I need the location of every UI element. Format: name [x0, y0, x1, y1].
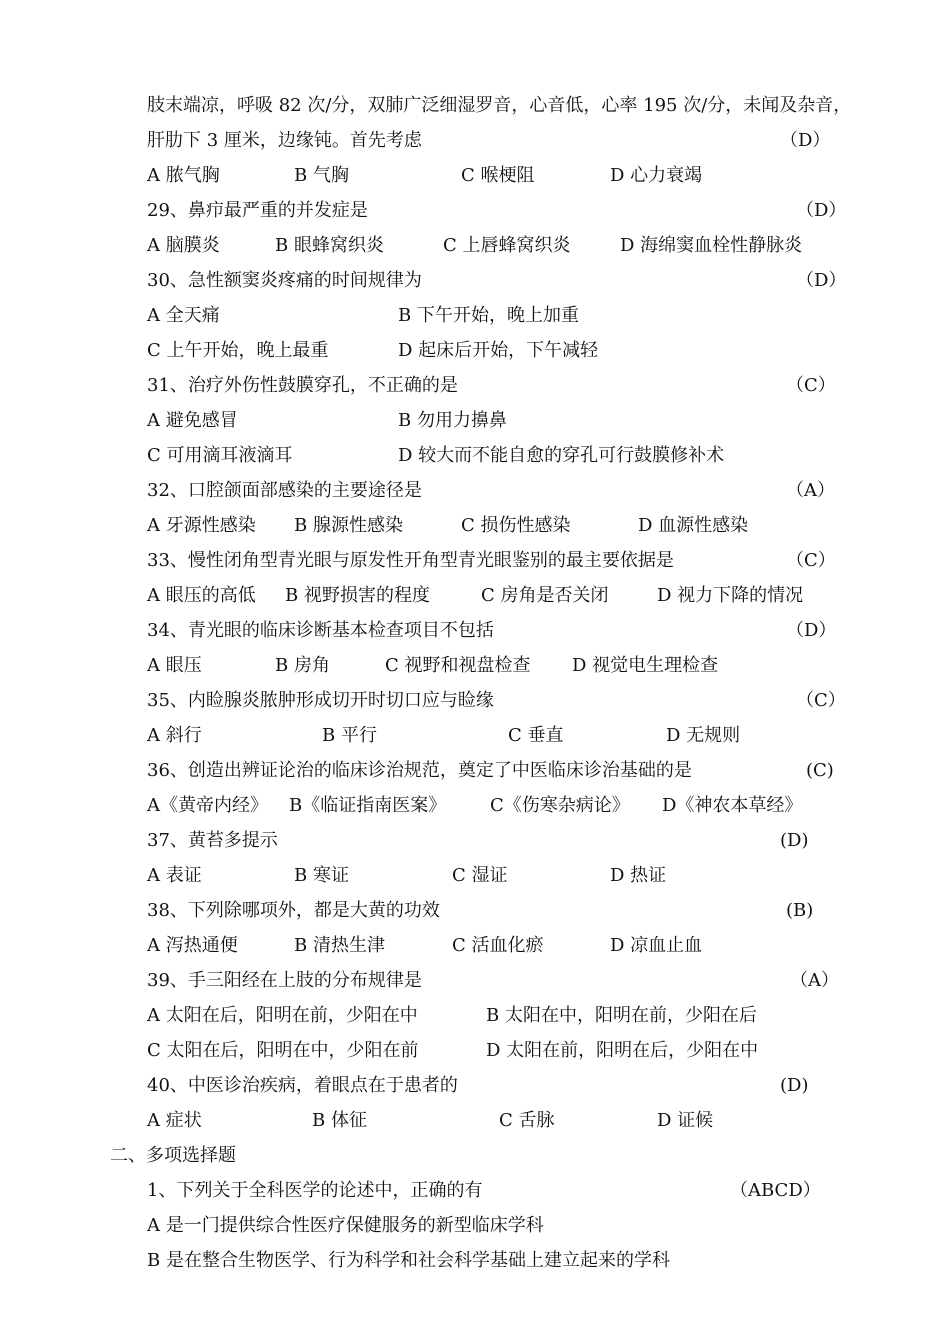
option-a: A 症状	[147, 1110, 202, 1131]
answer-key: （A）	[786, 480, 835, 501]
question-line	[0, 753, 950, 788]
option-d: D《神农本草经》	[662, 795, 803, 816]
options-line	[0, 718, 950, 753]
text: 肢末端凉，呼吸 82 次/分，双肺广泛细湿罗音，心音低，心率 195 次/分，未闻及杂音，	[147, 95, 852, 116]
answer-key: （D）	[780, 130, 831, 151]
option-a: A 是一门提供综合性医疗保健服务的新型临床学科	[147, 1215, 544, 1236]
option-a: A 全天痛	[147, 305, 220, 326]
option-c: C 视野和视盘检查	[385, 655, 531, 676]
option-d: D 海绵窦血栓性静脉炎	[620, 235, 803, 256]
option-c: C 喉梗阻	[461, 165, 535, 186]
answer-key: (D)	[780, 830, 809, 851]
option-b: B 视野损害的程度	[285, 585, 430, 606]
answer-key: (D)	[780, 1075, 809, 1096]
option-d: D 视力下降的情况	[657, 585, 804, 606]
option-b: B 腺源性感染	[294, 515, 403, 536]
option-b: B 气胸	[294, 165, 349, 186]
options-line	[0, 333, 950, 368]
question-text: 30、急性额窦炎疼痛的时间规律为	[147, 270, 422, 291]
question-text: 39、手三阳经在上肢的分布规律是	[147, 970, 422, 991]
question-stem-line	[0, 88, 950, 123]
options-line	[0, 438, 950, 473]
option-c: C 舌脉	[499, 1110, 555, 1131]
question-text: 32、口腔颌面部感染的主要途径是	[147, 480, 422, 501]
option-b: B 清热生津	[294, 935, 385, 956]
answer-key: （D）	[796, 200, 847, 221]
option-c: C 可用滴耳液滴耳	[147, 445, 293, 466]
option-b: B 勿用力擤鼻	[398, 410, 507, 431]
option-a: A《黄帝内经》	[147, 795, 268, 816]
option-a: A 脓气胸	[147, 165, 220, 186]
option-b: B《临证指南医案》	[289, 795, 447, 816]
options-line	[0, 998, 950, 1033]
answer-key: （ABCD）	[730, 1180, 821, 1201]
answer-key: (C)	[806, 760, 834, 781]
option-c: C 损伤性感染	[461, 515, 571, 536]
option-a: A 泻热通便	[147, 935, 238, 956]
answer-key: （C）	[786, 375, 836, 396]
option-b: B 体征	[312, 1110, 367, 1131]
question-text: 33、慢性闭角型青光眼与原发性开角型青光眼鉴别的最主要依据是	[147, 550, 674, 571]
options-line	[0, 403, 950, 438]
question-text: 1、下列关于全科医学的论述中，正确的有	[147, 1180, 483, 1201]
options-line	[0, 1033, 950, 1068]
question-stem-line	[0, 123, 950, 158]
question-line	[0, 893, 950, 928]
question-text: 29、鼻疖最严重的并发症是	[147, 200, 368, 221]
section-title: 二、多项选择题	[110, 1145, 236, 1166]
option-a: A 眼压的高低	[147, 585, 256, 606]
question-line	[0, 263, 950, 298]
option-d: D 起床后开始，下午减轻	[398, 340, 599, 361]
option-line	[0, 1243, 950, 1278]
option-c: C 垂直	[508, 725, 564, 746]
option-c: C 房角是否关闭	[481, 585, 609, 606]
section-heading	[0, 1138, 950, 1173]
question-line	[0, 963, 950, 998]
option-a: A 脑膜炎	[147, 235, 220, 256]
options-line	[0, 508, 950, 543]
answer-key: （C）	[786, 550, 836, 571]
answer-key: （A）	[790, 970, 839, 991]
question-line	[0, 1068, 950, 1103]
answer-key: （C）	[796, 690, 846, 711]
option-a: A 太阳在后，阳明在前，少阳在中	[147, 1005, 418, 1026]
option-b: B 下午开始，晚上加重	[398, 305, 579, 326]
question-line	[0, 1173, 950, 1208]
options-line	[0, 858, 950, 893]
question-line	[0, 543, 950, 578]
text: 肝肋下 3 厘米，边缘钝。首先考虑	[147, 130, 422, 151]
option-b: B 是在整合生物医学、行为科学和社会科学基础上建立起来的学科	[147, 1250, 670, 1271]
option-d: D 视觉电生理检查	[572, 655, 719, 676]
question-text: 36、创造出辨证论治的临床诊治规范，奠定了中医临床诊治基础的是	[147, 760, 692, 781]
option-d: D 血源性感染	[638, 515, 749, 536]
options-line	[0, 1103, 950, 1138]
option-a: A 表证	[147, 865, 202, 886]
question-text: 38、下列除哪项外，都是大黄的功效	[147, 900, 440, 921]
option-c: C《伤寒杂病论》	[490, 795, 630, 816]
options-line	[0, 158, 950, 193]
option-c: C 太阳在后，阳明在中，少阳在前	[147, 1040, 419, 1061]
question-line	[0, 473, 950, 508]
question-line	[0, 368, 950, 403]
options-line	[0, 648, 950, 683]
question-line	[0, 683, 950, 718]
option-a: A 避免感冒	[147, 410, 238, 431]
question-text: 31、治疗外伤性鼓膜穿孔，不正确的是	[147, 375, 458, 396]
answer-key: （D）	[796, 270, 847, 291]
option-c: C 活血化瘀	[452, 935, 544, 956]
answer-key: (B)	[786, 900, 814, 921]
option-c: C 上午开始，晚上最重	[147, 340, 329, 361]
options-line	[0, 788, 950, 823]
option-d: D 较大而不能自愈的穿孔可行鼓膜修补术	[398, 445, 725, 466]
option-b: B 平行	[322, 725, 377, 746]
option-a: A 眼压	[147, 655, 202, 676]
options-line	[0, 578, 950, 613]
option-c: C 湿证	[452, 865, 508, 886]
question-text: 34、青光眼的临床诊断基本检查项目不包括	[147, 620, 494, 641]
option-d: D 无规则	[666, 725, 741, 746]
option-d: D 证候	[657, 1110, 714, 1131]
option-b: B 房角	[275, 655, 330, 676]
option-line	[0, 1208, 950, 1243]
option-d: D 太阳在前，阳明在后，少阳在中	[486, 1040, 759, 1061]
option-b: B 太阳在中，阳明在前，少阳在后	[486, 1005, 757, 1026]
question-line	[0, 193, 950, 228]
question-line	[0, 823, 950, 858]
question-line	[0, 613, 950, 648]
question-text: 37、黄苔多提示	[147, 830, 278, 851]
options-line	[0, 228, 950, 263]
option-b: B 寒证	[294, 865, 349, 886]
options-line	[0, 298, 950, 333]
option-a: A 斜行	[147, 725, 202, 746]
answer-key: （D）	[786, 620, 837, 641]
option-c: C 上唇蜂窝织炎	[443, 235, 571, 256]
option-d: D 凉血止血	[610, 935, 703, 956]
option-b: B 眼蜂窝织炎	[275, 235, 384, 256]
option-d: D 热证	[610, 865, 667, 886]
option-d: D 心力衰竭	[610, 165, 703, 186]
question-text: 35、内睑腺炎脓肿形成切开时切口应与睑缘	[147, 690, 494, 711]
question-text: 40、中医诊治疾病，着眼点在于患者的	[147, 1075, 458, 1096]
options-line	[0, 928, 950, 963]
option-a: A 牙源性感染	[147, 515, 256, 536]
